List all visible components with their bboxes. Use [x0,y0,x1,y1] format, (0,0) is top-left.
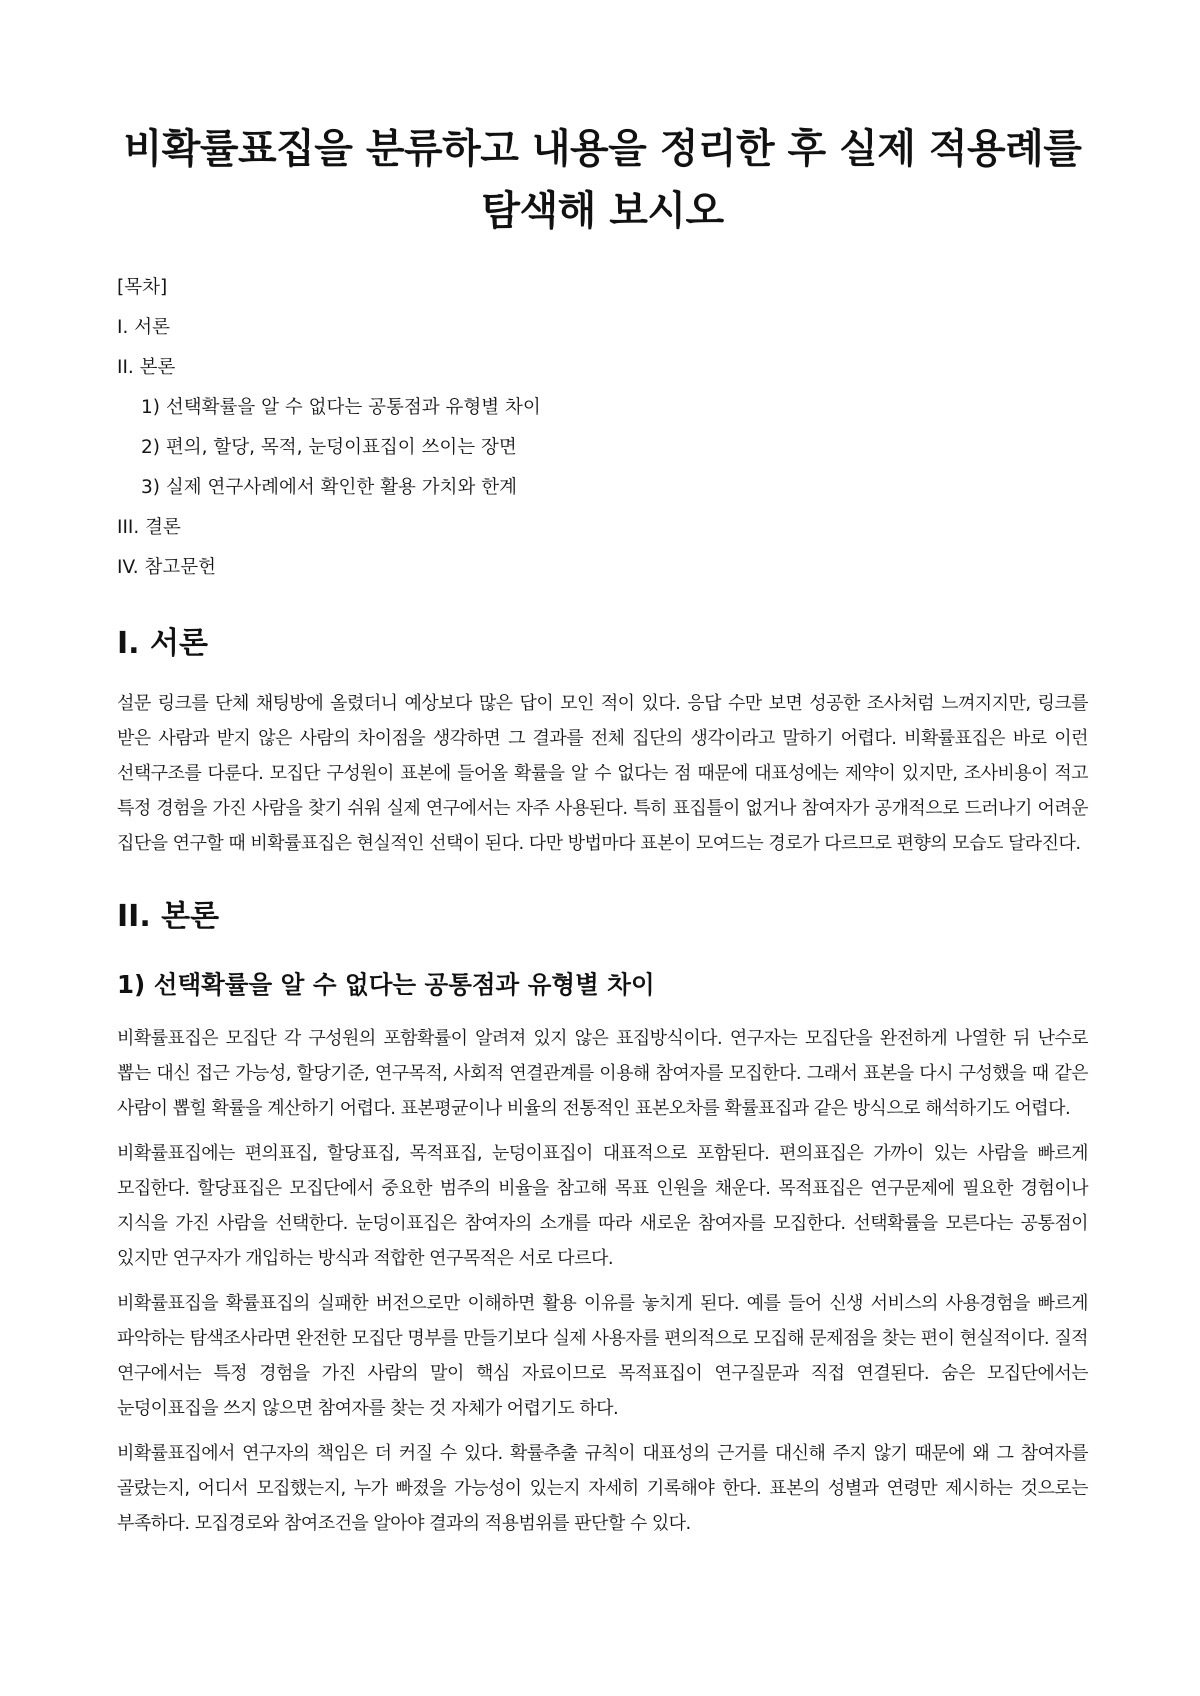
body-paragraph: 비확률표집은 모집단 각 구성원의 포함확률이 알려져 있지 않은 표집방식이다. 연구자는 모집단을 완전하게 나열한 뒤 난수로 뽑는 대신 접근 가능성, 할당기준, 연구목적, 사회적 연결관계를 이용해 참여자를 모집한다. 그래서 표본을 다시 구성했을 때 같은 사람이 뽑힐 확률을 계산하기 어렵다. 표본평균이나 비율의 전통적인 표본오차를 확률표집과 같은 방식으로 해석하기도 어렵다. [117,1028,1088,1119]
toc-item-body-2: 2) 편의, 할당, 목적, 눈덩이표집이 쓰이는 장면 [141,437,517,458]
body-paragraph: 비확률표집에는 편의표집, 할당표집, 목적표집, 눈덩이표집이 대표적으로 포함된다. 편의표집은 가까이 있는 사람을 빠르게 모집한다. 할당표집은 모집단에서 중요한 범주의 비율을 참고해 목표 인원을 채운다. 목적표집은 연구문제에 필요한 경험이나 지식을 가진 사람을 선택한다. 눈덩이표집은 참여자의 소개를 따라 새로운 참여자를 모집한다. 선택확률을 모른다는 공통점이 있지만 연구자가 개입하는 방식과 적합한 연구목적은 서로 다르다. [117,1143,1088,1269]
toc-item-body-1: 1) 선택확률을 알 수 없다는 공통점과 유형별 차이 [141,397,541,418]
document-title: 비확률표집을 분류하고 내용을 정리한 후 실제 적용례를 탐색해 보시오 [123,126,1082,234]
toc-item-references: IV. 참고문헌 [117,557,216,578]
body-paragraph: 비확률표집을 확률표집의 실패한 버전으로만 이해하면 활용 이유를 놓치게 된다. 예를 들어 신생 서비스의 사용경험을 빠르게 파악하는 탐색조사라면 완전한 모집단 명부를 만들기보다 실제 사용자를 편의적으로 모집해 문제점을 찾는 편이 현실적이다. 질적 연구에서는 특정 경험을 가진 사람의 말이 핵심 자료이므로 목적표집이 연구질문과 직접 연결된다. 숨은 모집단에서는 눈덩이표집을 쓰지 않으면 참여자를 찾는 것 자체가 어렵기도 하다. [117,1293,1088,1419]
toc-item-body-3: 3) 실제 연구사례에서 확인한 활용 가치와 한계 [141,477,517,498]
body-heading: II. 본론 [117,899,220,934]
table-of-contents [117,268,1088,588]
intro-paragraph: 설문 링크를 단체 채팅방에 올렸더니 예상보다 많은 답이 모인 적이 있다. 응답 수만 보면 성공한 조사처럼 느껴지지만, 링크를 받은 사람과 받지 않은 사람의 차이점을 생각하면 그 결과를 전체 집단의 생각이라고 말하기 어렵다. 비확률표집은 바로 이런 선택구조를 다룬다. 모집단 구성원이 표본에 들어올 확률을 알 수 없다는 점 때문에 대표성에는 제약이 있지만, 조사비용이 적고 특정 경험을 가진 사람을 찾기 쉬워 실제 연구에서는 자주 사용된다. 특히 표집틀이 없거나 참여자가 공개적으로 드러나기 어려운 집단을 연구할 때 비확률표집은 현실적인 선택이 된다. 다만 방법마다 표본이 모여드는 경로가 다르므로 편향의 모습도 달라진다. [117,693,1088,854]
toc-item-conclusion: III. 결론 [117,517,181,538]
toc-item-intro: I. 서론 [117,317,170,338]
body-subheading-1: 1) 선택확률을 알 수 없다는 공통점과 유형별 차이 [117,970,655,999]
toc-item-body: II. 본론 [117,357,176,378]
toc-label: [목차] [117,277,168,298]
intro-heading: I. 서론 [117,626,208,661]
body-paragraph: 비확률표집에서 연구자의 책임은 더 커질 수 있다. 확률추출 규칙이 대표성의 근거를 대신해 주지 않기 때문에 왜 그 참여자를 골랐는지, 어디서 모집했는지, 누가 빠졌을 가능성이 있는지 자세히 기록해야 한다. 표본의 성별과 연령만 제시하는 것으로는 부족하다. 모집경로와 참여조건을 알아야 결과의 적용범위를 판단할 수 있다. [117,1443,1088,1534]
